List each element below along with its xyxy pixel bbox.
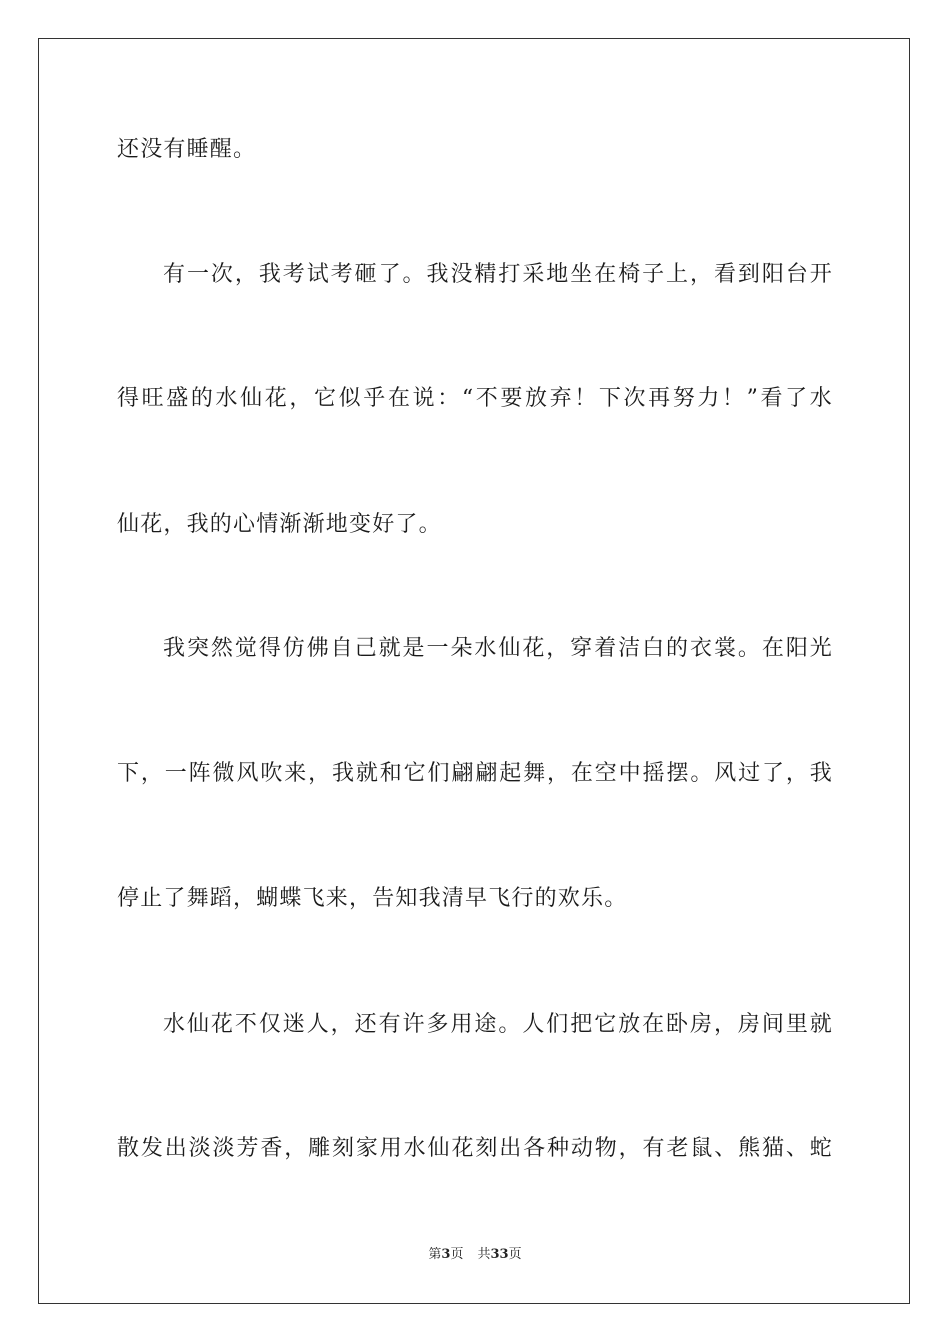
paragraph-line: 我突然觉得仿佛自己就是一朵水仙花，穿着洁白的衣裳。在阳光 — [163, 636, 833, 661]
page-footer — [0, 1246, 950, 1264]
total-suffix: 页 — [508, 1247, 522, 1262]
page-border — [38, 38, 910, 1304]
page-suffix: 页 — [450, 1247, 464, 1262]
text-line: 停止了舞蹈，蝴蝶飞来，告知我清早飞行的欢乐。 — [117, 886, 628, 911]
total-pages: 33 — [490, 1247, 509, 1262]
page-number: 3 — [441, 1247, 451, 1262]
paragraph-line: 水仙花不仅迷人，还有许多用途。人们把它放在卧房，房间里就 — [163, 1012, 833, 1037]
text-line: 还没有睡醒。 — [117, 137, 257, 162]
text-line: 下，一阵微风吹来，我就和它们翩翩起舞，在空中摇摆。风过了，我 — [117, 761, 833, 786]
total-prefix: 共 — [477, 1247, 491, 1262]
paragraph-line: 有一次，我考试考砸了。我没精打采地坐在椅子上，看到阳台开 — [163, 262, 833, 287]
text-line: 散发出淡淡芳香，雕刻家用水仙花刻出各种动物，有老鼠、熊猫、蛇 — [117, 1136, 833, 1161]
text-line: 得旺盛的水仙花，它似乎在说：“不要放弃！下次再努力！”看了水 — [117, 386, 833, 411]
page-prefix: 第 — [428, 1247, 442, 1262]
text-line: 仙花，我的心情渐渐地变好了。 — [117, 512, 442, 537]
